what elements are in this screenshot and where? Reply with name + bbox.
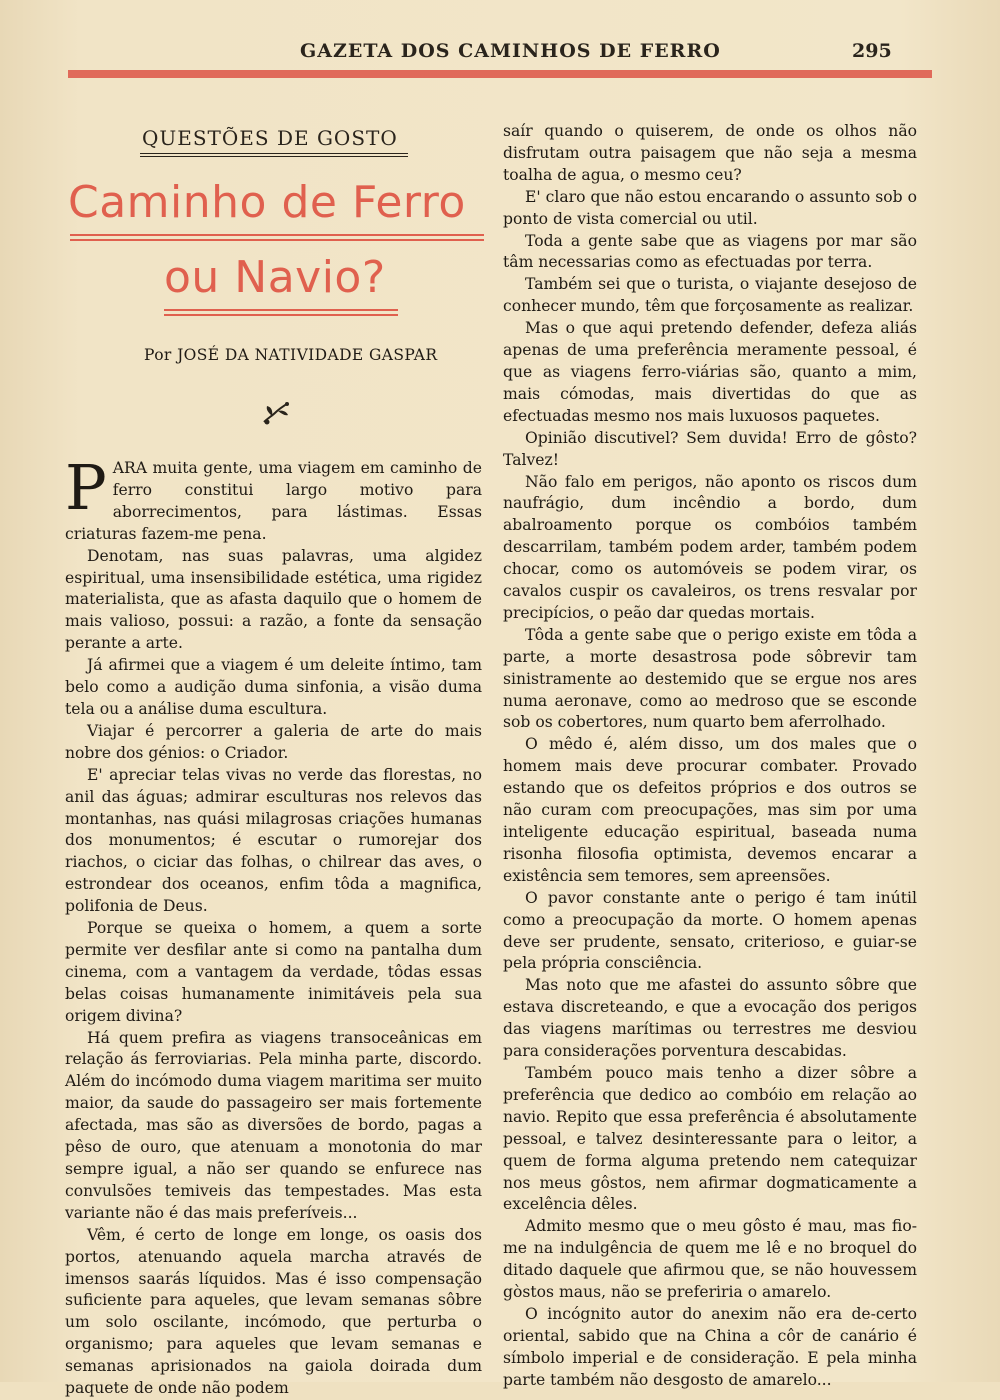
headline-rule-1 <box>70 234 484 236</box>
byline: Por JOSÉ DA NATIVIDADE GASPAR <box>144 346 438 364</box>
paragraph: Porque se queixa o homem, a quem a sorte permite ver desfilar ante si como na pantalha dum cinema, com a vantagem da verdade, tôdas essas belas coisas humanamente inimitáveis pela sua origem divina? <box>65 919 482 1025</box>
headline-line-2: ou Navio? <box>164 252 386 303</box>
paragraph: Não falo em perigos, não aponto os riscos dum naufrágio, dum incêndio a bordo, dum abalroamento porque os combóios também descarrilam, também podem arder, também podem chocar, como os automóveis se podem virar, os cavalos cuspir os cavaleiros, os trens resvalar por precipícios, o peão dar quedas mortais. <box>503 472 917 622</box>
paragraph: Viajar é percorrer a galeria de arte do mais nobre dos génios: o Criador. <box>65 721 482 762</box>
paragraph: Opinião discutivel? Sem duvida! Erro de gôsto? Talvez! <box>503 428 917 469</box>
paragraph: E' apreciar telas vivas no verde das florestas, no anil das águas; admirar esculturas nos relevos das montanhas, nas quási milagrosas criações humanas dos monumentos; é escutar o rumorejar dos riachos, o ciciar das folhas, o chilrear das aves, o estrondear dos oceanos, enfim tôda a magnifica, polifonia de Deus. <box>65 765 482 916</box>
paragraph: saír quando o quiserem, de onde os olhos não disfrutam outra paisagem que não seja a mesma toalha de agua, o mesmo ceu? <box>503 122 917 184</box>
header-rule <box>68 70 932 78</box>
right-column <box>503 121 917 1392</box>
paragraph: Mas noto que me afastei do assunto sôbre que estava discreteando, e que a evocação dos perigos das viagens marítimas ou terrestres me desviou para considerações porventura descabidas. <box>503 976 917 1061</box>
paragraph: O pavor constante ante o perigo é tam inútil como a preocupação da morte. O homem apenas deve ser prudente, sensato, criterioso, e guiar-se pela própria consciência. <box>503 888 917 973</box>
headline-line-1: Caminho de Ferro <box>68 177 466 228</box>
paragraph: Vêm, é certo de longe em longe, os oasis dos portos, atenuando aquela marcha através de imensos saarás líquidos. Mas é isso compensação suficiente para aqueles, que levam semanas sôbre um solo oscilante, incómodo, que perturba o organismo; para aqueles que levam semanas e semanas aprisionados na gaiola doirada dum paquete de onde não podem <box>65 1225 482 1398</box>
paragraph: Já afirmei que a viagem é um deleite íntimo, tam belo como a audição duma sinfonia, a visão duma tela ou a análise duma escultura. <box>65 656 482 718</box>
paragraph: PARA muita gente, uma viagem em caminho de ferro constitui largo motivo para aborrecimentos, para lástimas. Essas criaturas fazem-me pena. <box>65 451 482 543</box>
headline-rule-2 <box>70 239 484 241</box>
paragraph: Também sei que o turista, o viajante desejoso de conhecer mundo, têm que forçosamente as realizar. <box>503 275 917 316</box>
paragraph: Há quem prefira as viagens transoceânicas em relação ás ferroviarias. Pela minha parte, discordo. Além do incómodo duma viagem maritima ser muito maior, da saude do passageiro ser mais fortemente afectada, mas são as diversões de bordo, pagas a pêso de ouro, que atenuam a monotonia do mar sempre igual, a não ser quando se enfurece nas convulsões temiveis das tempestades. Mas esta variante não é das mais preferíveis... <box>65 1028 482 1222</box>
fleuron-ornament-icon <box>258 398 294 428</box>
paragraph: Tôda a gente sabe que o perigo existe em tôda a parte, a morte desastrosa pode sôbrevir tam sinistramente ao destemido que se ergue nos ares numa aeronave, como ao medroso que se esconde sob os cobertores, num quarto bem aferrolhado. <box>503 625 917 732</box>
paragraph: Toda a gente sabe que as viagens por mar são tâm necessarias como as efectuadas por terra. <box>503 231 917 272</box>
paragraph: Mas o que aqui pretendo defender, defeza aliás apenas de uma preferência meramente pessoal, é que as viagens ferro-viárias são, quanto a mim, mais cómodas, mais divertidas do que as efectuadas mesmo nos mais luxuosos paquetes. <box>503 319 917 425</box>
journal-title: GAZETA DOS CAMINHOS DE FERRO <box>300 40 721 62</box>
running-header <box>0 36 1000 66</box>
kicker-underline <box>140 153 408 154</box>
headline-rule-4 <box>164 314 398 316</box>
paragraph: Também pouco mais tenho a dizer sôbre a preferência que dedico ao combóio em relação ao navio. Repito que essa preferência é absolutamente pessoal, e talvez desinteressante para o leitor, a quem de forma alguma pretendo nem catequizar nos meus gôstos, nem afirmar dogmaticamente a excelência dêles. <box>503 1063 917 1214</box>
paragraph: O incógnito autor do anexim não era de-certo oriental, sabido que na China a côr de canário é símbolo imperial e de consideração. E pela minha parte também não desgosto de amarelo... <box>503 1304 917 1389</box>
page-number: 295 <box>852 40 892 62</box>
drop-cap: P <box>65 451 107 524</box>
paragraph: Admito mesmo que o meu gôsto é mau, mas fio-me na indulgência de quem me lê e no broquel do ditado daquele que afirmou que, se não houvessem gòstos maus, não se preferiria o amarelo. <box>503 1217 917 1302</box>
paragraph: O mêdo é, além disso, um dos males que o homem mais deve procurar combater. Provado estando que os defeitos próprios e dos outros se não curam com preocupações, mas sim por uma inteligente educação espiritual, baseada numa risonha filosofia optimista, devemos encarar a existência sem temores, sem apreensões. <box>503 735 917 885</box>
paragraph: E' claro que não estou encarando o assunto sob o ponto de vista comercial ou util. <box>503 187 917 228</box>
paragraph: Denotam, nas suas palavras, uma algidez espiritual, uma insensibilidade estética, uma rigidez materialista, que as afasta daquilo que o homem de mais valioso, possui: a razão, a fonte da sensação perante a arte. <box>65 546 482 653</box>
kicker-underline-2 <box>140 156 408 157</box>
section-kicker: QUESTÕES DE GOSTO <box>142 126 398 150</box>
left-column <box>65 451 482 1400</box>
headline-rule-3 <box>164 309 398 311</box>
